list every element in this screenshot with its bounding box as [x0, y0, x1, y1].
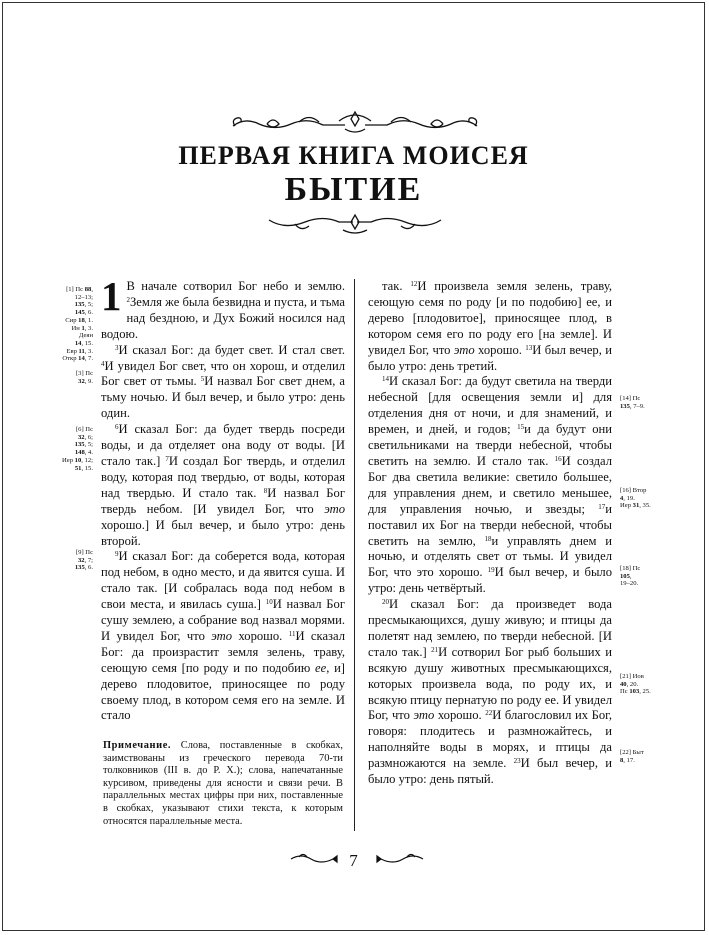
bold-ref: 32 [77, 556, 85, 564]
bold-ref: 135 [620, 402, 630, 410]
text-run: Иер [620, 502, 633, 510]
book-page [2, 2, 705, 931]
cross-reference [59, 370, 93, 385]
text-run: И благословил их Бог, говоря: плодитесь и размножайтесь, и наполняйте воды в морях, и птицы да размножаются на земле. [368, 708, 613, 771]
text-run: , 7–9. [629, 402, 645, 410]
text-run: так. [382, 279, 411, 293]
cross-reference [620, 749, 670, 764]
italic-text: это [453, 342, 475, 357]
text-run: , 17. [623, 756, 635, 764]
reference-line [620, 580, 670, 588]
text-run: , 5; [84, 441, 93, 449]
reference-line [59, 286, 93, 294]
reference-line [59, 370, 93, 378]
bold-ref: 135 [74, 441, 85, 449]
paragraph [368, 374, 612, 597]
verse-number: 17 [598, 502, 606, 511]
reference-line [620, 673, 670, 681]
top-ornament-icon [227, 109, 483, 137]
reference-line [59, 457, 93, 465]
bold-ref: 18 [78, 316, 85, 324]
reference-line [620, 681, 670, 689]
reference-line [59, 355, 93, 363]
italic-text: это [324, 501, 345, 516]
text-run: , 25. [639, 688, 651, 696]
text-run: И был вечер, и было утро: день четвёртый. [368, 565, 612, 596]
cross-reference [620, 487, 670, 510]
title-ornament-icon [265, 210, 445, 236]
bold-ref: 105 [620, 572, 630, 580]
text-run: И сотворил Бог рыб больших и всякую душу животных пресмыкающихся, которых произвела вода, по роду их, и всякую птицу пернатую по роду ее. И увидел Бог, что [368, 644, 612, 723]
text-run: И назвал Бог сушу землею, а собрание вод назвал морями. И увидел Бог, что [101, 597, 345, 643]
bold-ref: 10 [74, 456, 82, 464]
text-run: и да будут они светильниками на тверди небесной, чтобы светить на землю. И стало так. [368, 422, 613, 468]
reference-line [59, 441, 93, 449]
text-run: Евр [66, 347, 79, 355]
cross-reference [620, 673, 670, 696]
cross-reference [59, 549, 93, 572]
verse-number: 7 [165, 454, 169, 463]
reference-line [59, 465, 93, 473]
text-run: [6] Пс [75, 426, 93, 433]
text-run: , 6. [84, 309, 93, 317]
reference-line [59, 309, 93, 317]
reference-line [620, 573, 670, 581]
text-run: , 19. [623, 494, 635, 502]
text-run: , 35. [639, 502, 651, 510]
text-run: [18] Пс [620, 565, 641, 572]
verse-number: 16 [554, 454, 562, 463]
text-run: Земля же была безвидна и пуста, и тьма над бездною, и Дух Божий носился над водою. [101, 294, 345, 341]
verse-number: 8 [263, 486, 268, 495]
text-run: , 9. [84, 377, 93, 385]
verse-number: 15 [517, 423, 525, 432]
paragraph [368, 597, 612, 788]
text-run: , 3. [84, 324, 93, 332]
text-run: , 4. [84, 449, 93, 457]
reference-line [59, 564, 93, 572]
bold-ref: 135 [74, 301, 85, 309]
italic-text: это [211, 628, 233, 643]
reference-line [59, 557, 93, 565]
verse-number: 13 [525, 343, 533, 352]
verse-number: 12 [410, 280, 418, 288]
reference-line [620, 688, 670, 696]
bold-ref: 145 [74, 309, 85, 317]
footer-ornament-right-icon [375, 852, 425, 866]
text-run: , 5; [84, 301, 93, 309]
reference-line [620, 749, 670, 757]
book-title: ПЕРВАЯ КНИГА МОИСЕЯ [178, 141, 529, 170]
book-subtitle: БЫТИЕ [284, 171, 423, 208]
page-number: 7 [349, 851, 358, 870]
bold-ref: 32 [78, 377, 85, 385]
reference-line [59, 294, 93, 302]
text-run: 12–13; [74, 293, 93, 301]
verse-number: 14 [382, 375, 389, 384]
verse-number: 22 [485, 709, 493, 718]
note-text: Слова, поставленные в скобках, заимствованы из греческого перевода 70-ти толковников (III в. до Р. Х.); слова, напечатанные курсивом, приведены для ясности и связи речи. В параллельных местах цифры при них, поставленные в скобках, указывают стихи текста, к которым относятся параллельные места. [103, 740, 343, 827]
text-run: , 15. [81, 464, 93, 472]
text-run: хорошо. [474, 342, 526, 357]
text-run: И назвал Бог свет днем, а тьму ночью. И был вечер, и было утро: день один. [101, 374, 345, 421]
text-run: и поставил их Бог на тверди небесной, чтобы светить на землю, [368, 501, 612, 548]
text-column-left [101, 273, 346, 724]
text-run: 19–20. [620, 580, 639, 588]
verse-number: 6 [115, 423, 119, 432]
paragraph [368, 279, 612, 374]
reference-line [59, 434, 93, 442]
bold-ref: 4 [620, 494, 624, 502]
reference-line [59, 325, 93, 333]
text-run: хорошо. [434, 708, 486, 723]
reference-line [59, 426, 93, 434]
text-run: , 20. [626, 680, 639, 688]
text-run: , 7. [84, 355, 93, 363]
verse-number: 19 [487, 566, 495, 575]
cross-reference [59, 286, 93, 363]
note-label: Примечание. [103, 740, 172, 751]
bold-ref: 14 [78, 355, 85, 363]
text-run: В начале сотворил Бог небо и землю. [126, 279, 345, 293]
reference-line [59, 340, 93, 348]
verse-number: 11 [288, 629, 296, 638]
column-body [368, 279, 612, 788]
bold-ref: 40 [620, 680, 627, 688]
text-run: , 6. [84, 564, 93, 572]
text-run: И создал Бог два светила великие: светило большее, для управления днем, и светило меньшее, для управления ночью, и звезды; [368, 453, 612, 516]
text-run: И увидел Бог свет, что он хорош, и отделил Бог свет от тьмы. [101, 358, 345, 389]
bold-ref: 88 [84, 286, 92, 293]
text-run: Пс [620, 688, 630, 696]
reference-line [620, 487, 670, 495]
italic-text: ее [315, 660, 327, 675]
reference-line [59, 348, 93, 356]
text-run: [21] Иов [620, 673, 644, 680]
bold-ref: 51 [74, 464, 82, 472]
verse-number: 20 [382, 598, 389, 607]
text-run: , и] дерево плодовитое, приносящее по роду своему плод, в котором семя его на земле. И стало [101, 660, 346, 723]
paragraph [101, 422, 345, 549]
verse-number: 5 [200, 375, 205, 384]
text-run: , 12; [81, 456, 93, 464]
text-run: И был вечер, и было утро: день пятый. [368, 756, 613, 787]
reference-line [620, 757, 670, 765]
bold-ref: 135 [74, 564, 85, 572]
reference-line [59, 332, 93, 340]
text-run: , 3. [84, 347, 93, 355]
paragraph [101, 549, 345, 724]
bold-ref: 103 [629, 688, 640, 696]
text-run: [16] Втор [620, 487, 647, 494]
reference-line [620, 495, 670, 503]
reference-line [59, 301, 93, 309]
verse-number: 9 [115, 550, 119, 559]
text-run: хорошо. [232, 628, 289, 643]
text-run: [9] Пс [75, 549, 93, 556]
verse-number: 3 [115, 343, 119, 352]
reference-line [620, 403, 670, 411]
text-column-right [368, 279, 612, 788]
text-run: , [91, 286, 93, 293]
bold-ref: 148 [74, 449, 85, 457]
verse-number: 21 [431, 645, 439, 654]
text-run: И создал Бог твердь, и отделил воду, которая под твердью, от воды, которая над твердью. И стало так. [101, 453, 345, 500]
italic-text: это [413, 708, 435, 723]
text-run: [3] Пс [75, 370, 93, 377]
cross-reference [620, 565, 670, 588]
column-body [101, 273, 346, 724]
reference-line [620, 502, 670, 510]
text-run: [1] Пс [66, 286, 85, 293]
text-run: И сказал Бог: да будет свет. И стал свет. [118, 342, 345, 357]
text-run: хорошо.] И был вечер, и было утро: день второй. [101, 517, 345, 548]
verse-number: 23 [513, 757, 521, 766]
reference-line [620, 395, 670, 403]
bold-ref: 14 [74, 339, 82, 347]
reference-line [59, 449, 93, 457]
paragraph [101, 273, 345, 343]
cross-reference [59, 426, 93, 472]
text-run: Деян [78, 332, 93, 340]
reference-line [59, 378, 93, 386]
reference-line [620, 565, 670, 573]
text-run: [22] Быт [620, 749, 644, 756]
footnote [103, 740, 343, 828]
reference-line [59, 317, 93, 325]
text-run: И сказал Бог: да произведет вода пресмыкающихся, душу живую; и птицы да полетят над землею, по тверди небесной. [И стало так.] [368, 597, 612, 659]
text-run: [14] Пс [620, 395, 641, 402]
text-run: , 1. [84, 316, 93, 324]
cross-reference [620, 395, 670, 410]
reference-line [59, 549, 93, 557]
text-run: И назвал Бог твердь небом. [И увидел Бог, что [101, 485, 346, 516]
bold-ref: 31 [632, 502, 640, 510]
verse-number: 2 [126, 295, 130, 304]
paragraph [101, 343, 345, 423]
bold-ref: 32 [77, 433, 85, 441]
column-divider [354, 279, 355, 831]
text-run: Сир [65, 316, 79, 324]
verse-number: 18 [484, 534, 492, 543]
verse-number: 10 [265, 598, 273, 607]
verse-number: 4 [101, 359, 105, 368]
text-run: Ин [71, 324, 82, 332]
text-run: И сказал Бог: да соберется вода, которая под небом, в одно место, и да явится суша. И стало так. [И собралась вода под небом в свои места, и явилась суша.] [101, 549, 345, 612]
text-run: И сказал Бог: да будет твердь посреди воды, и да отделяет она воду от воды. [И стало так.] [101, 422, 345, 468]
text-run: И сказал Бог: да будут светила на тверди небесной [для освещения земли и] для отделения дня от ночи, и для знамений, и времен, и дней, и годов; [368, 374, 612, 437]
text-run: И произвела земля зелень, траву, сеющую семя по роду [и по подобию] ее, и дерево [плодовитое], приносящее плод, в котором семя его по роду его [на земле]. И увидел Бог, что [368, 279, 613, 357]
chapter-number: 1 [101, 273, 122, 319]
text-run: И сказал Бог: да произрастит земля зелень, траву, сеющую семя [по роду и по подобию [101, 628, 346, 675]
text-run: и управлять днем и ночью, и отделять свет от тьмы. И увидел Бог, что это хорошо. [368, 533, 612, 580]
text-run: Откр [62, 355, 79, 363]
text-run: Иер [62, 456, 75, 464]
bold-ref: 11 [78, 347, 85, 355]
text-run: , [629, 572, 632, 580]
bold-ref: 1 [81, 324, 85, 332]
text-run: , 15. [81, 339, 93, 347]
text-run: И был вечер, и было утро: день третий. [368, 342, 612, 373]
text-run: , 7; [84, 556, 93, 564]
text-run: , 6; [84, 433, 93, 441]
bold-ref: 8 [620, 756, 624, 764]
